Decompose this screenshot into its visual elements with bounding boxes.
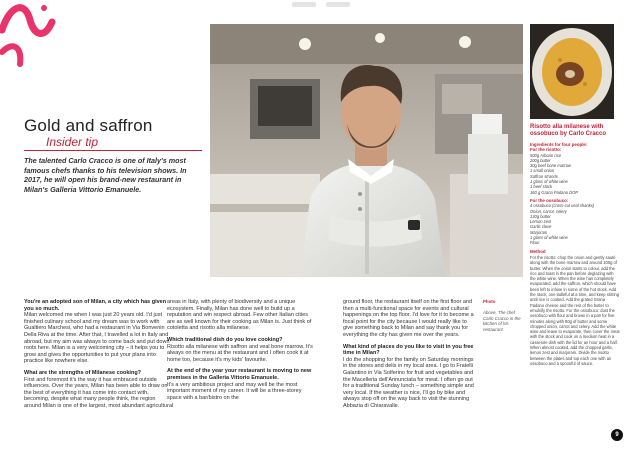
interview-question: At the end of the year your restaurant is moving to new premises in the Galleria Vittorio Emanuele.: [167, 368, 312, 381]
recipe-sidebar: [530, 124, 620, 366]
chef-photo: [210, 24, 523, 277]
recipe-ingredient: 1 beef stock: [530, 184, 553, 190]
interview-answer: It's a very ambitious project and may well be the most important moment of my career. It will be a three-storey space with a bar/bistro on the: [167, 381, 302, 401]
article-title: Gold and saffron: [24, 116, 153, 135]
article-subtitle: Insider tip: [46, 135, 99, 149]
recipe-section-heading: For the ossobuco:: [530, 197, 569, 203]
interview-question: You're an adopted son of Milan, a city which has given you so much.: [24, 299, 167, 312]
recipe-method: For the risotto: chop the onion and gently sauté along with the bone marrow and around 100g of butter. When the onion starts to colour, add the rice and toast in the pan before deglazing with the white wine. When the wine has completely evaporated, add the saffron, which should have been left to infuse in some of the hot stock. Add the stock, one ladleful at a time, and keep stirring until rice is cooked. Add the grated Grana Padano cheese and the rest of the butter to emulsify the risotto. For the ossobuco: dust the ossobuco with flour and brown in a pan for five minutes along with 80g of butter and some chopped onion, carrot and celery. Add the white wine and leave to evaporate, then cover the meat with the stock and cook on a medium heat in a casserole dish with the lid for an hour and a half. When almost cooked, add the chopped garlic, lemon zest and marjoram. Divide the risotto between the plates and top each one with an ossobuco and a spoonful of sauce.: [530, 254, 620, 366]
recipe-ingredient: Garlic clove: [530, 224, 552, 230]
recipe-ingredient: 200g butter: [530, 157, 551, 163]
interview-answer: First and foremost it's the way it has embraced outside influences. Over the years, Milan has been able to draw on the best of everything it has come into contact with, becoming, despite what many people think, the region around Milan is one of the largest, most abundant agricultural: [24, 376, 174, 409]
recipe-section-heading: For the risotto:: [530, 147, 562, 153]
recipe-ingredient: Onion, carrot, celery: [530, 208, 567, 214]
page-number: 9: [611, 429, 623, 441]
recipe-section-heading: Method: [530, 248, 546, 254]
article-intro: The talented Carlo Cracco is one of Italy's most famous chefs thanks to his television shows. In 2017, he will open his brand-new restaurant in Milan's Galleria Vittorio Emanuele.: [24, 156, 187, 194]
recipe-ingredient: 1 glass of white wine: [530, 235, 568, 241]
interview-answer: areas in Italy, with plenty of biodiversity and a unique ecosystem. Finally, Milan has done well to build up a reputation and win respect abroad. Few other Italian cities are as well known for their cooking as Milan is. Just think of cotoletta and risotto alla milanese.: [167, 299, 312, 332]
interview-answer: ground floor, the restaurant itself on the first floor and then a multi-functional space for events and cultural happenings on the top floor. I'd love for it to become a focal point for the city because I would really like to give something back to Milan and say thank you for everything the city has given me over the years.: [343, 299, 474, 338]
interview-question: What are the strengths of Milanese cooking?: [24, 369, 142, 376]
recipe-section-heading: Ingredients for four people:: [530, 142, 588, 147]
article-heading: [24, 116, 204, 149]
article-column-1: [24, 299, 174, 410]
recipe-ingredient: 130g butter: [530, 213, 551, 219]
photo-caption: [483, 299, 523, 332]
interview-question: What kind of places do you like to visit in you free time in Milan?: [343, 343, 474, 357]
top-tab-marks: [292, 2, 352, 8]
decorative-swirl-icon: [0, 0, 60, 70]
recipe-ingredient: 4 ossobuco (cross-cut veal shanks): [530, 203, 595, 209]
interview-answer: Risotto alla milanese with saffron and veal bone marrow. It's always on the menu at the restaurant and I often cook it at home too, because it's my kids' favourite.: [167, 343, 313, 363]
article-column-2: [167, 299, 315, 401]
article-column-3: [343, 299, 477, 410]
recipe-ingredient: 1 small onion: [530, 168, 555, 174]
caption-heading: Photo: [483, 299, 496, 304]
interview-question: Which traditional dish do you love cooking?: [167, 336, 283, 343]
recipe-title: Risotto alla milanese with ossobuco by Carlo Cracco: [530, 124, 607, 137]
recipe-ingredient: 160 g Grana Padano DOP: [530, 189, 579, 195]
recipe-ingredient: Saffron strands: [530, 173, 558, 179]
risotto-photo: [530, 24, 614, 119]
recipe-ingredient: 1 glass of white wine: [530, 179, 568, 185]
interview-answer: I do the shopping for the family on Saturday mornings in the stores and delis in my local area. I go to Fratelli Galantino in Via Solferino for fruit and vegetables and the Macelleria dell'Annunciata for meat. I often go out for a traditional Sunday lunch – something simple and very local. If the weather is nice, I'll go by bike and always stop off on the way back to visit the stunning Abbazia di Chiaravalle.: [343, 356, 474, 409]
recipe-ingredient: Lemon zest: [530, 219, 552, 225]
recipe-ingredient: Flour: [530, 240, 540, 246]
recipe-ingredient: Marjoram: [530, 229, 548, 235]
recipe-ingredient: 30g beef bone marrow: [530, 163, 571, 169]
interview-answer: Milan welcomed me when I was just 20 years old. I'd just finished culinary school and my dream was to work with Gualtiero Marchesi, who had a restaurant in Via Bonvenin Della Riva at the time. After that, I travelled a lot in Italy and abroad, but my aim was always to come back and put down roots here. Milan is a very welcoming city – it helps you to grow and gives the opportunities to put your plans into practice like nowhere else.: [24, 312, 170, 365]
recipe-ingredient: 500g Arborio rice: [530, 152, 562, 158]
caption-text: Above, The chef Carlo Cracco in the kitchen of his restaurant: [483, 310, 521, 332]
title-divider: [24, 150, 202, 151]
